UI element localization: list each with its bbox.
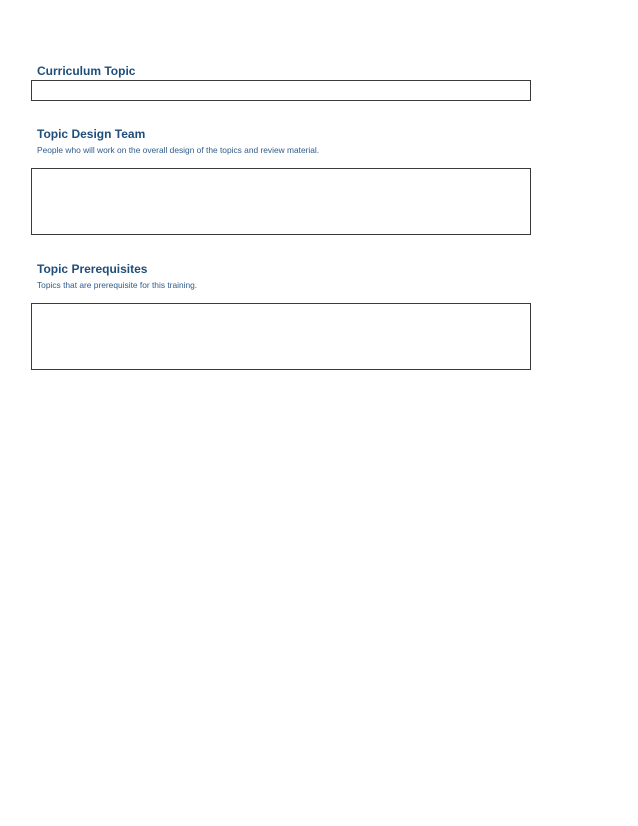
topic-design-team-field[interactable]	[31, 168, 531, 235]
topic-prerequisites-heading: Topic Prerequisites	[37, 262, 148, 276]
topic-prerequisites-field[interactable]	[31, 303, 531, 370]
topic-design-team-description: People who will work on the overall design of the topics and review material.	[37, 145, 320, 155]
curriculum-topic-field[interactable]	[31, 80, 531, 101]
topic-design-team-heading: Topic Design Team	[37, 127, 146, 141]
topic-prerequisites-description: Topics that are prerequisite for this training.	[37, 280, 198, 290]
curriculum-topic-heading: Curriculum Topic	[37, 64, 136, 78]
